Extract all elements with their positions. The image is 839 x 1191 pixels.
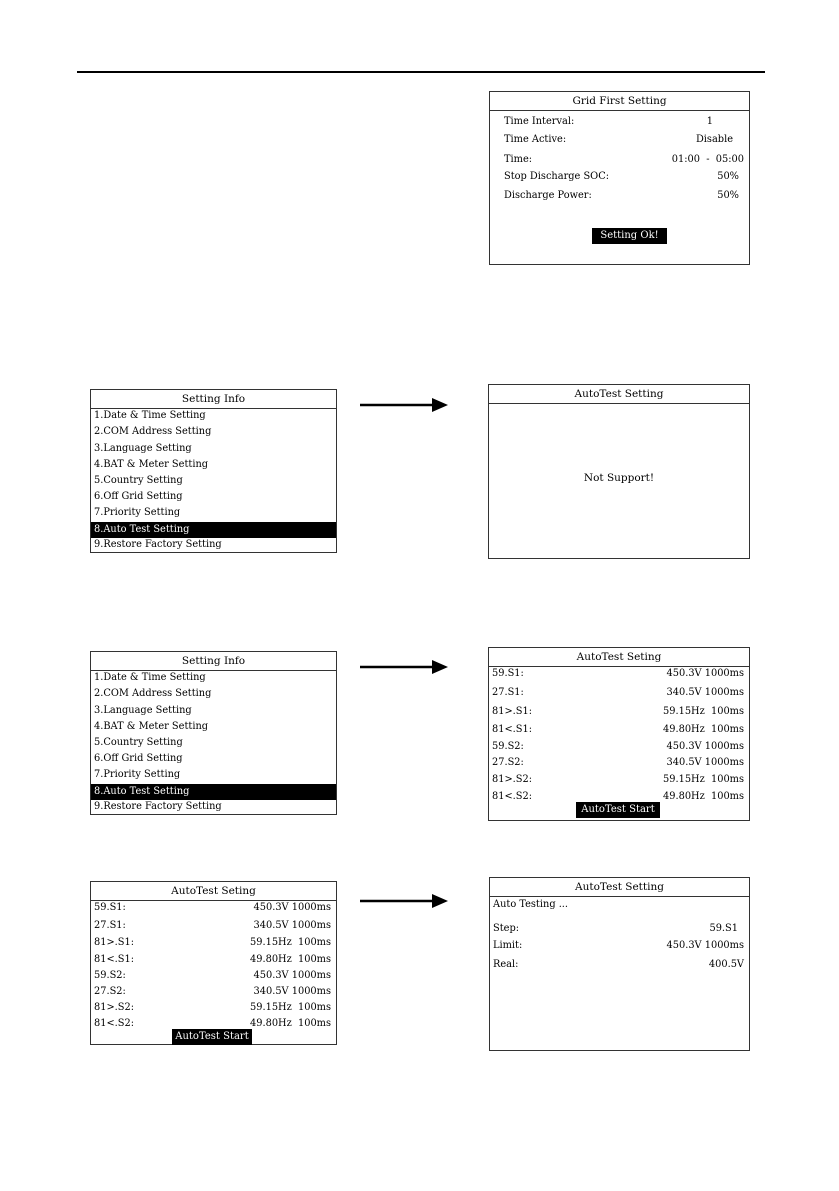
row-label: 27.S2:	[492, 757, 524, 768]
row-value: 59.S1	[709, 923, 738, 934]
row-label: Step:	[493, 923, 520, 934]
row-value: 01:00 - 05:00	[671, 154, 744, 165]
row-label: 81<.S2:	[492, 791, 533, 802]
row-value: 50%	[717, 190, 739, 201]
menu-item-off-grid[interactable]: 6.Off Grid Setting	[94, 753, 183, 764]
menu-item-date-time[interactable]: 1.Date & Time Setting	[94, 410, 206, 421]
autotest-seting-screen-2	[90, 881, 337, 1045]
row-label: 81>.S1:	[94, 937, 135, 948]
row-label: 59.S1:	[94, 902, 126, 913]
menu-item-language[interactable]: 3.Language Setting	[94, 705, 192, 716]
menu-item-date-time[interactable]: 1.Date & Time Setting	[94, 672, 206, 683]
menu-item-off-grid[interactable]: 6.Off Grid Setting	[94, 491, 183, 502]
header-rule	[77, 71, 765, 73]
menu-item-restore-factory[interactable]: 9.Restore Factory Setting	[94, 539, 222, 550]
row-value: 49.80Hz 100ms	[663, 791, 744, 802]
row-value: 450.3V 1000ms	[666, 940, 744, 951]
menu-item-com-address[interactable]: 2.COM Address Setting	[94, 688, 212, 699]
row-value: 49.80Hz 100ms	[250, 1018, 331, 1029]
autotest-not-support-screen	[488, 384, 750, 559]
screen-title: AutoTest Setting	[490, 878, 749, 897]
test-row[interactable]	[492, 666, 744, 681]
setting-info-screen-2	[90, 651, 337, 815]
row-value: 340.5V 1000ms	[666, 687, 744, 698]
row-label: 81<.S2:	[94, 1018, 135, 1029]
menu-item-priority[interactable]: 7.Priority Setting	[94, 769, 181, 780]
test-row[interactable]	[492, 685, 744, 700]
row-label: Real:	[493, 959, 519, 970]
test-row[interactable]	[492, 772, 744, 787]
screen-title: AutoTest Seting	[489, 648, 749, 667]
test-row[interactable]	[94, 968, 331, 983]
time-active-row[interactable]	[504, 132, 733, 147]
row-label: Discharge Power:	[504, 190, 592, 201]
test-row[interactable]	[94, 918, 331, 933]
autotest-seting-screen-1	[488, 647, 750, 821]
row-label: 27.S1:	[492, 687, 524, 698]
row-value: 340.5V 1000ms	[666, 757, 744, 768]
menu-item-priority[interactable]: 7.Priority Setting	[94, 507, 181, 518]
test-row[interactable]	[492, 704, 744, 719]
row-value: Disable	[695, 134, 733, 145]
test-row[interactable]	[94, 984, 331, 999]
test-row[interactable]	[94, 935, 331, 950]
row-value: 1	[706, 116, 713, 127]
test-row[interactable]	[492, 722, 744, 737]
row-value: 59.15Hz 100ms	[250, 937, 331, 948]
row-value: 450.3V 1000ms	[253, 902, 331, 913]
time-row[interactable]	[504, 152, 744, 167]
row-label: 81<.S1:	[94, 954, 135, 965]
status-text: Auto Testing ...	[493, 899, 569, 910]
test-row[interactable]	[94, 900, 331, 915]
row-label: Time Interval:	[504, 116, 575, 127]
row-label: 81>.S1:	[492, 706, 533, 717]
row-value: 50%	[717, 171, 739, 182]
row-value: 59.15Hz 100ms	[663, 706, 744, 717]
row-label: Time Active:	[504, 134, 567, 145]
row-value: 340.5V 1000ms	[253, 986, 331, 997]
arrow-right-icon	[360, 397, 450, 413]
screen-title: AutoTest Seting	[91, 882, 336, 901]
test-row[interactable]	[94, 952, 331, 967]
real-row	[493, 957, 744, 972]
menu-item-bat-meter[interactable]: 4.BAT & Meter Setting	[94, 459, 209, 470]
test-row[interactable]	[94, 1000, 331, 1015]
autotest-start-button[interactable]: AutoTest Start	[576, 802, 660, 818]
auto-testing-screen	[489, 877, 750, 1051]
grid-first-setting-screen	[489, 91, 750, 265]
row-value: 59.15Hz 100ms	[663, 774, 744, 785]
row-value: 49.80Hz 100ms	[663, 724, 744, 735]
time-interval-row[interactable]	[504, 114, 713, 129]
menu-item-restore-factory[interactable]: 9.Restore Factory Setting	[94, 801, 222, 812]
screen-title: Setting Info	[91, 652, 336, 671]
arrow-right-icon	[360, 893, 450, 909]
row-label: Stop Discharge SOC:	[504, 171, 609, 182]
row-label: 27.S1:	[94, 920, 126, 931]
setting-info-screen-1	[90, 389, 337, 553]
row-value: 400.5V	[708, 959, 744, 970]
menu-item-bat-meter[interactable]: 4.BAT & Meter Setting	[94, 721, 209, 732]
arrow-right-icon	[360, 659, 450, 675]
row-label: 59.S1:	[492, 668, 524, 679]
menu-item-com-address[interactable]: 2.COM Address Setting	[94, 426, 212, 437]
step-row	[493, 921, 738, 936]
row-label: 81>.S2:	[94, 1002, 135, 1013]
row-value: 450.3V 1000ms	[666, 741, 744, 752]
row-value: 59.15Hz 100ms	[250, 1002, 331, 1013]
not-support-message: Not Support!	[583, 472, 655, 484]
menu-item-language[interactable]: 3.Language Setting	[94, 443, 192, 454]
row-label: 59.S2:	[492, 741, 524, 752]
autotest-start-button[interactable]: AutoTest Start	[172, 1029, 252, 1045]
screen-title: Setting Info	[91, 390, 336, 409]
discharge-power-row[interactable]	[504, 188, 739, 203]
row-value: 340.5V 1000ms	[253, 920, 331, 931]
menu-item-country[interactable]: 5.Country Setting	[94, 475, 183, 486]
menu-item-auto-test[interactable]: 8.Auto Test Setting	[91, 522, 336, 538]
row-label: Limit:	[493, 940, 523, 951]
testing-status	[493, 897, 744, 912]
test-row[interactable]	[492, 755, 744, 770]
limit-row	[493, 938, 744, 953]
row-value: 49.80Hz 100ms	[250, 954, 331, 965]
stop-discharge-soc-row[interactable]	[504, 169, 739, 184]
setting-ok-button[interactable]: Setting Ok!	[592, 228, 667, 244]
menu-item-auto-test[interactable]: 8.Auto Test Setting	[91, 784, 336, 800]
row-label: 59.S2:	[94, 970, 126, 981]
test-row[interactable]	[492, 739, 744, 754]
screen-title: AutoTest Setting	[489, 385, 749, 404]
menu-item-country[interactable]: 5.Country Setting	[94, 737, 183, 748]
row-label: 27.S2:	[94, 986, 126, 997]
row-value: 450.3V 1000ms	[666, 668, 744, 679]
row-label: 81<.S1:	[492, 724, 533, 735]
row-label: 81>.S2:	[492, 774, 533, 785]
row-label: Time:	[504, 154, 533, 165]
row-value: 450.3V 1000ms	[253, 970, 331, 981]
screen-title: Grid First Setting	[490, 92, 749, 111]
